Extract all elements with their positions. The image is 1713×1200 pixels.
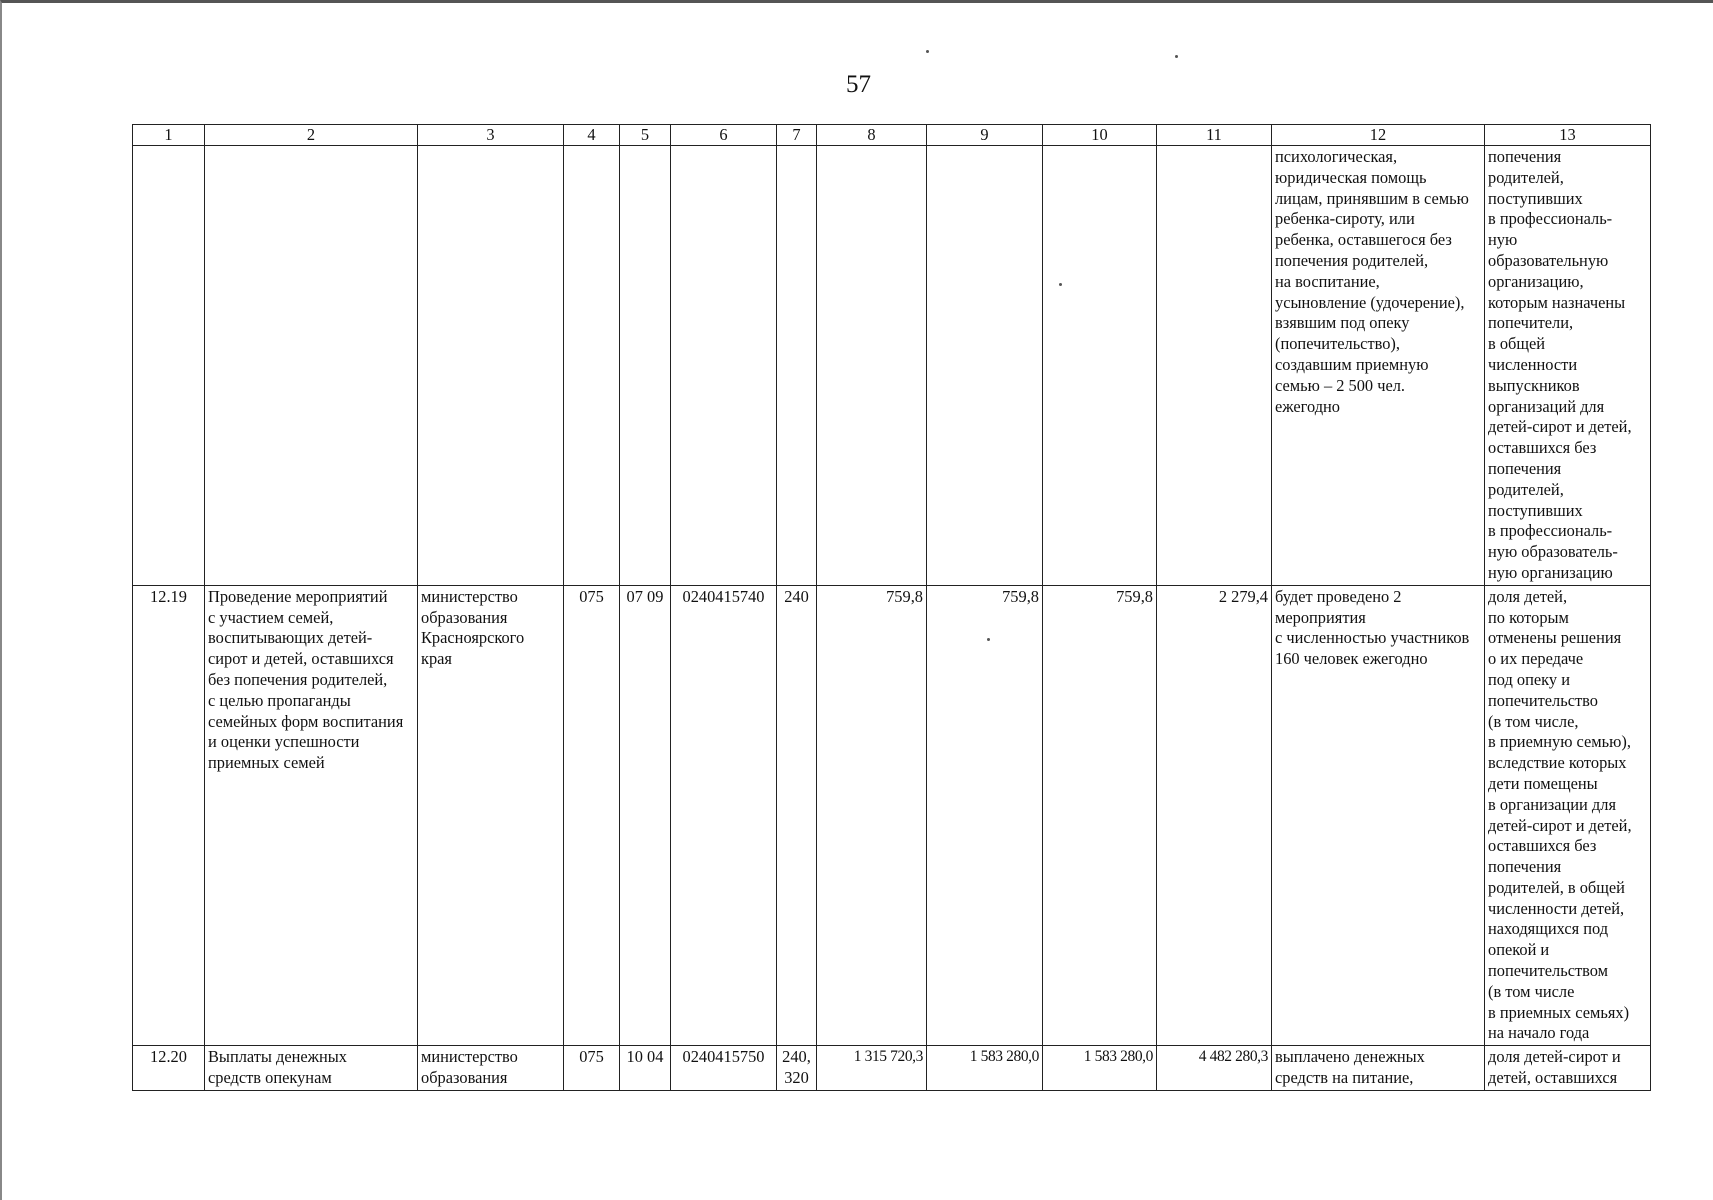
cell-grbs-code xyxy=(564,146,620,586)
column-header: 13 xyxy=(1485,125,1651,146)
cell-amount-year2 xyxy=(927,146,1043,586)
cell-measure-name: Выплаты денежных средств опекунам xyxy=(205,1046,418,1091)
cell-measure-name xyxy=(205,146,418,586)
column-header: 8 xyxy=(817,125,927,146)
column-header: 2 xyxy=(205,125,418,146)
cell-section-code: 07 09 xyxy=(620,585,671,1046)
table-row xyxy=(133,585,1651,1046)
budget-measures-table xyxy=(132,124,1651,1091)
table-row xyxy=(133,1046,1651,1091)
column-header: 3 xyxy=(418,125,564,146)
cell-amount-year1 xyxy=(817,146,927,586)
cell-expense-type: 240 xyxy=(777,585,817,1046)
column-header: 1 xyxy=(133,125,205,146)
column-header: 5 xyxy=(620,125,671,146)
cell-number xyxy=(133,146,205,586)
cell-expected-result: психологическая, юридическая помощь лицам, принявшим в семью ребенка-сироту, или ребенка, оставшегося без попечения родителей, на воспитание, усыновление (удочерение), взявшим под опеку (попечительство), создавшим приемную семью – 2 500 чел. ежегодно xyxy=(1272,146,1485,586)
column-number-row xyxy=(133,125,1651,146)
column-header: 4 xyxy=(564,125,620,146)
cell-amount-year1: 759,8 xyxy=(817,585,927,1046)
cell-target-article xyxy=(671,146,777,586)
cell-target-article: 0240415750 xyxy=(671,1046,777,1091)
cell-amount-year3 xyxy=(1043,146,1157,586)
column-header: 6 xyxy=(671,125,777,146)
cell-target-article: 0240415740 xyxy=(671,585,777,1046)
cell-amount-total: 2 279,4 xyxy=(1157,585,1272,1046)
scan-speck xyxy=(1175,55,1178,58)
column-header: 12 xyxy=(1272,125,1485,146)
cell-administrator xyxy=(418,146,564,586)
cell-number: 12.20 xyxy=(133,1046,205,1091)
cell-amount-year1: 1 315 720,3 xyxy=(817,1046,927,1091)
cell-expected-result: будет проведено 2 мероприятия с численностью участников 160 человек ежегодно xyxy=(1272,585,1485,1046)
cell-amount-year3: 759,8 xyxy=(1043,585,1157,1046)
cell-administrator: министерство образования xyxy=(418,1046,564,1091)
cell-administrator: министерство образования Красноярского края xyxy=(418,585,564,1046)
scan-speck xyxy=(926,50,929,53)
cell-amount-year2: 1 583 280,0 xyxy=(927,1046,1043,1091)
cell-section-code xyxy=(620,146,671,586)
column-header: 10 xyxy=(1043,125,1157,146)
cell-indicator: попечения родителей, поступивших в профессиональ- ную образовательную организацию, которым назначены попечители, в общей численности выпускников организаций для детей-сирот и детей, оставшихся без попечения родителей, поступивших в профессиональ- ную образователь- ную организацию xyxy=(1485,146,1651,586)
cell-grbs-code: 075 xyxy=(564,1046,620,1091)
cell-amount-year3: 1 583 280,0 xyxy=(1043,1046,1157,1091)
cell-amount-total xyxy=(1157,146,1272,586)
page-number: 57 xyxy=(846,71,871,98)
cell-expense-type xyxy=(777,146,817,586)
cell-indicator: доля детей, по которым отменены решения о их передаче под опеку и попечительство (в том числе, в приемную семью), вследствие которых дети помещены в организации для детей-сирот и детей, оставшихся без попечения родителей, в общей численности детей, находящихся под опекой и попечительством (в том числе в приемных семьях) на начало года xyxy=(1485,585,1651,1046)
column-header: 7 xyxy=(777,125,817,146)
cell-measure-name: Проведение мероприятий с участием семей, воспитывающих детей- сирот и детей, оставшихся без попечения родителей, с целью пропаганды семейных форм воспитания и оценки успешности приемных семей xyxy=(205,585,418,1046)
column-header: 11 xyxy=(1157,125,1272,146)
cell-grbs-code: 075 xyxy=(564,585,620,1046)
column-header: 9 xyxy=(927,125,1043,146)
cell-amount-year2: 759,8 xyxy=(927,585,1043,1046)
cell-section-code: 10 04 xyxy=(620,1046,671,1091)
cell-number: 12.19 xyxy=(133,585,205,1046)
cell-indicator: доля детей-сирот и детей, оставшихся xyxy=(1485,1046,1651,1091)
cell-expected-result: выплачено денежных средств на питание, xyxy=(1272,1046,1485,1091)
cell-expense-type: 240, 320 xyxy=(777,1046,817,1091)
cell-amount-total: 4 482 280,3 xyxy=(1157,1046,1272,1091)
table-row-continuation xyxy=(133,146,1651,586)
